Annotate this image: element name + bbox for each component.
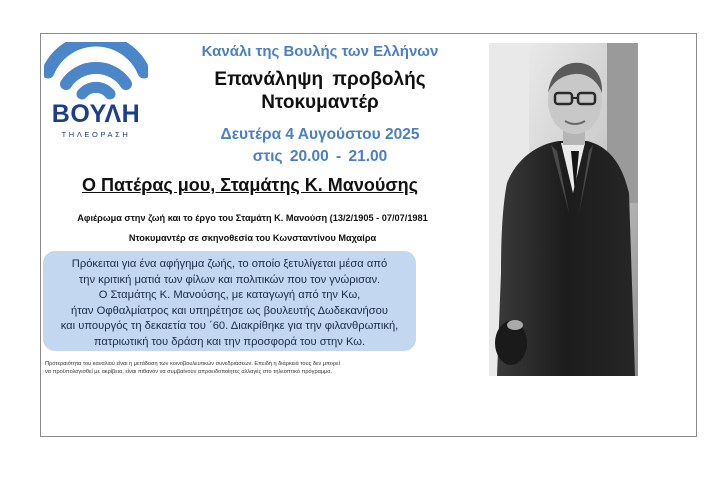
logo-subtitle: ΤΗΛΕΟΡΑΣΗ	[61, 130, 131, 139]
vouli-tv-logo	[44, 42, 148, 152]
description-line: την κριτική ματιά των φίλων και πολιτικών που τον γνώρισαν.	[78, 273, 381, 286]
description-line: πατριωτική του δράση και την προσφορά του στην Κω.	[93, 335, 366, 348]
documentary-heading: Ντοκυμαντέρ	[261, 92, 379, 113]
channel-name: Κανάλι της Βουλής των Ελλήνων	[201, 43, 439, 60]
footnote-line: Προτεραιότητα του καναλιού είναι η μετάδοση των κοινοβουλευτικών συνεδριάσεων. Επειδή η διάρκειά τους δεν μπορεί	[45, 361, 340, 367]
footnote-line: να προϋπολογισθεί με ακρίβεια, είναι πιθανόν να συμβαίνουν απροειδοποίητες αλλαγές στο τηλεοπτικό πρόγραμμα.	[45, 369, 333, 375]
description-line: Πρόκειται για ένα αφήγημα ζωής, το οποίο ξετυλίγεται μέσα από	[71, 258, 388, 270]
portrait-image	[489, 43, 638, 376]
footnote	[45, 360, 465, 376]
description-box	[43, 251, 416, 351]
rebroadcast-heading: Επανάληψη προβολής	[214, 69, 426, 90]
description-line: Ο Σταμάτης Κ. Μανούσης, με καταγωγή από την Κω,	[98, 289, 361, 302]
description-line: ήταν Οφθαλμίατρος και υπηρέτησε ως βουλευτής Δωδεκανήσου	[70, 304, 388, 317]
broadcast-arcs-icon	[44, 42, 148, 102]
portrait-photo	[489, 43, 638, 376]
director-line: Ντοκυμαντέρ σε σκηνοθεσία του Κωνσταντίνου Μαχαίρα	[128, 233, 377, 243]
film-title: Ο Πατέρας μου, Σταμάτης Κ. Μανούσης	[81, 175, 419, 195]
tribute-line: Αφιέρωμα στην ζωή και το έργο του Σταμάτη Κ. Μανούση (13/2/1905 - 07/07/1981	[77, 213, 428, 223]
description-line: και υπουργός τη δεκαετία του ΄60. Διακρίθηκε για την φιλανθρωπική,	[60, 320, 399, 333]
broadcast-date: Δευτέρα 4 Αυγούστου 2025	[220, 126, 420, 143]
logo-word: ΒΟΥΛΗ	[51, 100, 141, 128]
broadcast-time: στις 20.00 - 21.00	[252, 148, 388, 165]
